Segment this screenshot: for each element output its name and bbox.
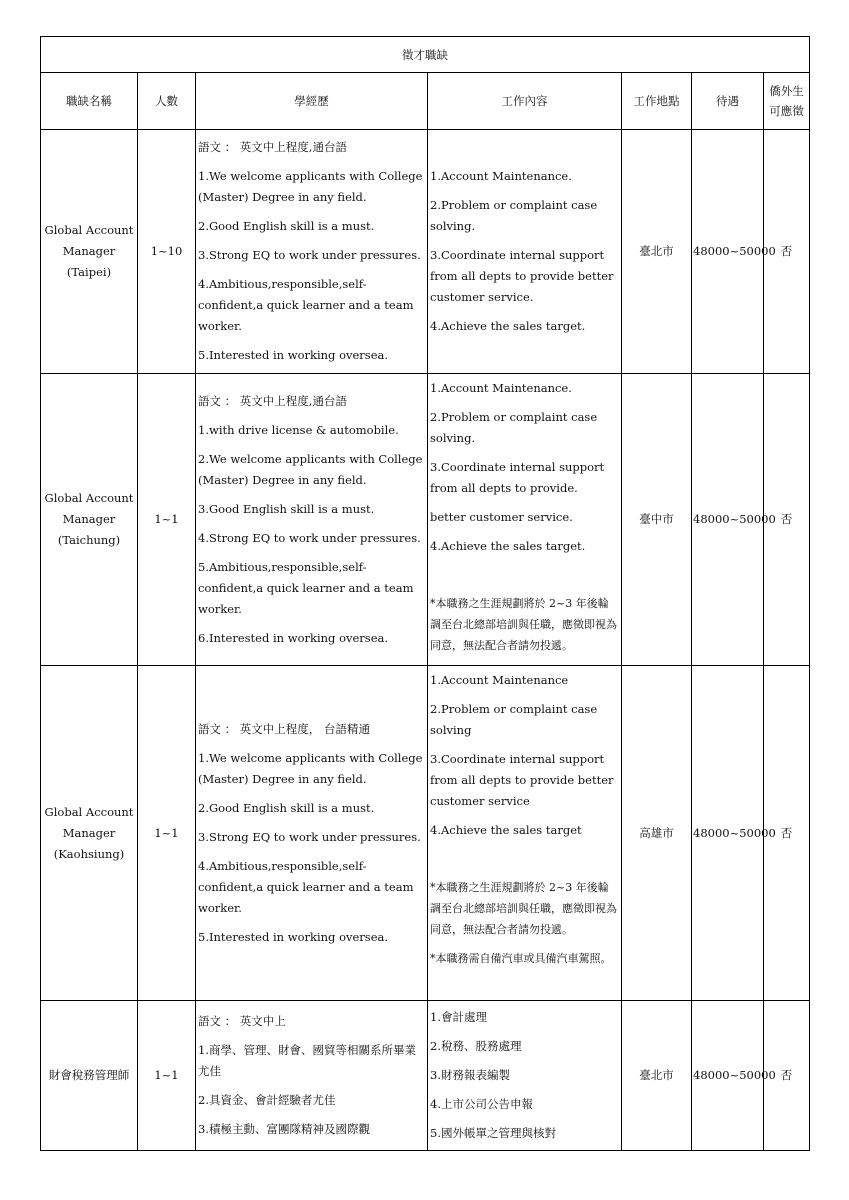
job-count: 1~1 — [138, 374, 196, 666]
job-salary: 48000~50000 — [692, 374, 764, 666]
header-duties: 工作內容 — [428, 73, 622, 130]
job-location: 臺北市 — [622, 130, 692, 374]
table-row — [41, 374, 810, 666]
qualification-item: 1.with drive license & automobile. — [198, 422, 399, 437]
qualification-item: 語文 ： 英文中上 — [198, 1014, 286, 1028]
job-qualifications — [196, 130, 428, 374]
duty-item: 5.國外帳單之管理與核對 — [430, 1126, 556, 1140]
job-duties — [428, 374, 622, 666]
table-row — [41, 1001, 810, 1151]
duty-item: 4.上市公司公告申報 — [430, 1097, 533, 1111]
job-name — [41, 130, 138, 374]
duty-item: 3.Coordinate internal support from all depts to provide better customer service. — [430, 248, 614, 304]
job-qualifications — [196, 666, 428, 1001]
duty-item: 1.Account Maintenance. — [430, 169, 572, 183]
job-name-line: (Taipei) — [66, 265, 112, 279]
qualification-item: 1.We welcome applicants with College (Master) Degree in any field. — [198, 169, 423, 204]
qualification-item: 5.Ambitious,responsible,self-confident,a quick learner and a team worker. — [198, 559, 414, 616]
job-count: 1~1 — [138, 666, 196, 1001]
job-count: 1~10 — [138, 130, 196, 374]
qualification-item: 4.Ambitious,responsible,self-confident,a quick learner and a team worker. — [198, 277, 414, 333]
header-overseas — [764, 73, 810, 130]
header-count: 人數 — [138, 73, 196, 130]
qualification-item: 2.Good English skill is a must. — [198, 219, 375, 233]
duty-item: 1.會計處理 — [430, 1010, 487, 1024]
job-overseas: 否 — [764, 130, 810, 374]
duty-item: better customer service. — [430, 510, 573, 524]
qualification-item: 3.Strong EQ to work under pressures. — [198, 829, 421, 844]
qualification-item: 2.Good English skill is a must. — [198, 800, 375, 815]
qualification-item: 5.Interested in working oversea. — [198, 929, 389, 944]
job-name-line: Global Account — [44, 804, 134, 819]
header-qualifications: 學經歷 — [196, 73, 428, 130]
job-overseas: 否 — [764, 1001, 810, 1151]
job-location: 臺中市 — [622, 374, 692, 666]
qualification-item: 語文 ： 英文中上程度,通台語 — [198, 393, 347, 408]
duty-note: *本職務之生涯規劃將於 2~3 年後輪調至台北總部培訓與任職，應徵即視為同意，無法配合者請勿投遞。 — [430, 597, 617, 652]
job-name-line: Manager — [62, 825, 116, 840]
job-name-line: (Kaohsiung) — [53, 846, 125, 861]
qualification-item: 4.Strong EQ to work under pressures. — [198, 530, 421, 545]
table-row — [41, 666, 810, 1001]
job-location: 臺北市 — [622, 1001, 692, 1151]
header-position: 職缺名稱 — [41, 73, 138, 130]
job-name-line: 財會稅務管理師 — [48, 1068, 130, 1082]
duty-item: 1.Account Maintenance — [430, 673, 569, 687]
header-overseas-line1: 僑外生 — [769, 84, 804, 98]
table-title: 徵才職缺 — [41, 37, 810, 73]
duty-item: 2.Problem or complaint case solving — [430, 702, 598, 737]
duty-item: 4.Achieve the sales target. — [430, 539, 586, 553]
job-duties — [428, 1001, 622, 1151]
qualification-item: 3.Strong EQ to work under pressures. — [198, 248, 421, 262]
header-row — [41, 73, 810, 130]
qualification-item: 3.Good English skill is a must. — [198, 501, 375, 516]
qualification-item: 語文 ： 英文中上程度， 台語精通 — [198, 721, 370, 736]
job-qualifications — [196, 374, 428, 666]
job-count: 1~1 — [138, 1001, 196, 1151]
duty-item: 3.財務報表編製 — [430, 1068, 510, 1082]
job-salary: 48000~50000 — [692, 130, 764, 374]
job-openings-sheet — [40, 36, 809, 1151]
job-name — [41, 374, 138, 666]
qualification-item: 5.Interested in working oversea. — [198, 348, 389, 362]
qualification-item: 2.具資金、會計經驗者尤佳 — [198, 1093, 336, 1107]
duty-item: 1.Account Maintenance. — [430, 381, 572, 395]
qualification-item: 1.We welcome applicants with College (Master) Degree in any field. — [198, 750, 423, 786]
duty-item: 2.稅務、股務處理 — [430, 1039, 522, 1053]
qualification-item: 語文 ： 英文中上程度,通台語 — [198, 140, 347, 154]
job-overseas: 否 — [764, 374, 810, 666]
duty-item: 3.Coordinate internal support from all depts to provide better customer service — [430, 752, 614, 808]
qualification-item: 4.Ambitious,responsible,self-confident,a quick learner and a team worker. — [198, 858, 414, 915]
duty-item: 4.Achieve the sales target — [430, 823, 582, 837]
job-name — [41, 666, 138, 1001]
job-overseas: 否 — [764, 666, 810, 1001]
job-name — [41, 1001, 138, 1151]
job-qualifications — [196, 1001, 428, 1151]
job-name-line: Global Account — [44, 223, 134, 237]
duty-item: 2.Problem or complaint case solving. — [430, 198, 598, 233]
duty-note: *本職務需自備汽車或具備汽車駕照。 — [430, 952, 612, 965]
duty-item: 2.Problem or complaint case solving. — [430, 410, 598, 445]
job-duties — [428, 130, 622, 374]
job-location: 高雄市 — [622, 666, 692, 1001]
job-salary: 48000~50000 — [692, 666, 764, 1001]
job-duties — [428, 666, 622, 1001]
header-salary: 待遇 — [692, 73, 764, 130]
qualification-item: 2.We welcome applicants with College (Master) Degree in any field. — [198, 451, 423, 487]
job-openings-table — [40, 36, 810, 1151]
table-row — [41, 130, 810, 374]
qualification-item: 6.Interested in working oversea. — [198, 630, 389, 645]
job-name-line: (Taichung) — [57, 533, 121, 547]
header-location: 工作地點 — [622, 73, 692, 130]
qualification-item: 1.商學、管理、財會、國貿等相關系所畢業尤佳 — [198, 1043, 416, 1078]
duty-item: 4.Achieve the sales target. — [430, 319, 586, 333]
duty-item: 3.Coordinate internal support from all depts to provide. — [430, 460, 605, 495]
job-name-line: Manager — [62, 512, 116, 526]
job-name-line: Manager — [62, 244, 116, 258]
job-salary: 48000~50000 — [692, 1001, 764, 1151]
job-name-line: Global Account — [44, 491, 134, 505]
qualification-item: 3.積極主動、富團隊精神及國際觀 — [198, 1122, 370, 1136]
duty-note: *本職務之生涯規劃將於 2~3 年後輪調至台北總部培訓與任職，應徵即視為同意，無法配合者請勿投遞。 — [430, 881, 617, 936]
header-overseas-line2: 可應徵 — [769, 104, 804, 118]
